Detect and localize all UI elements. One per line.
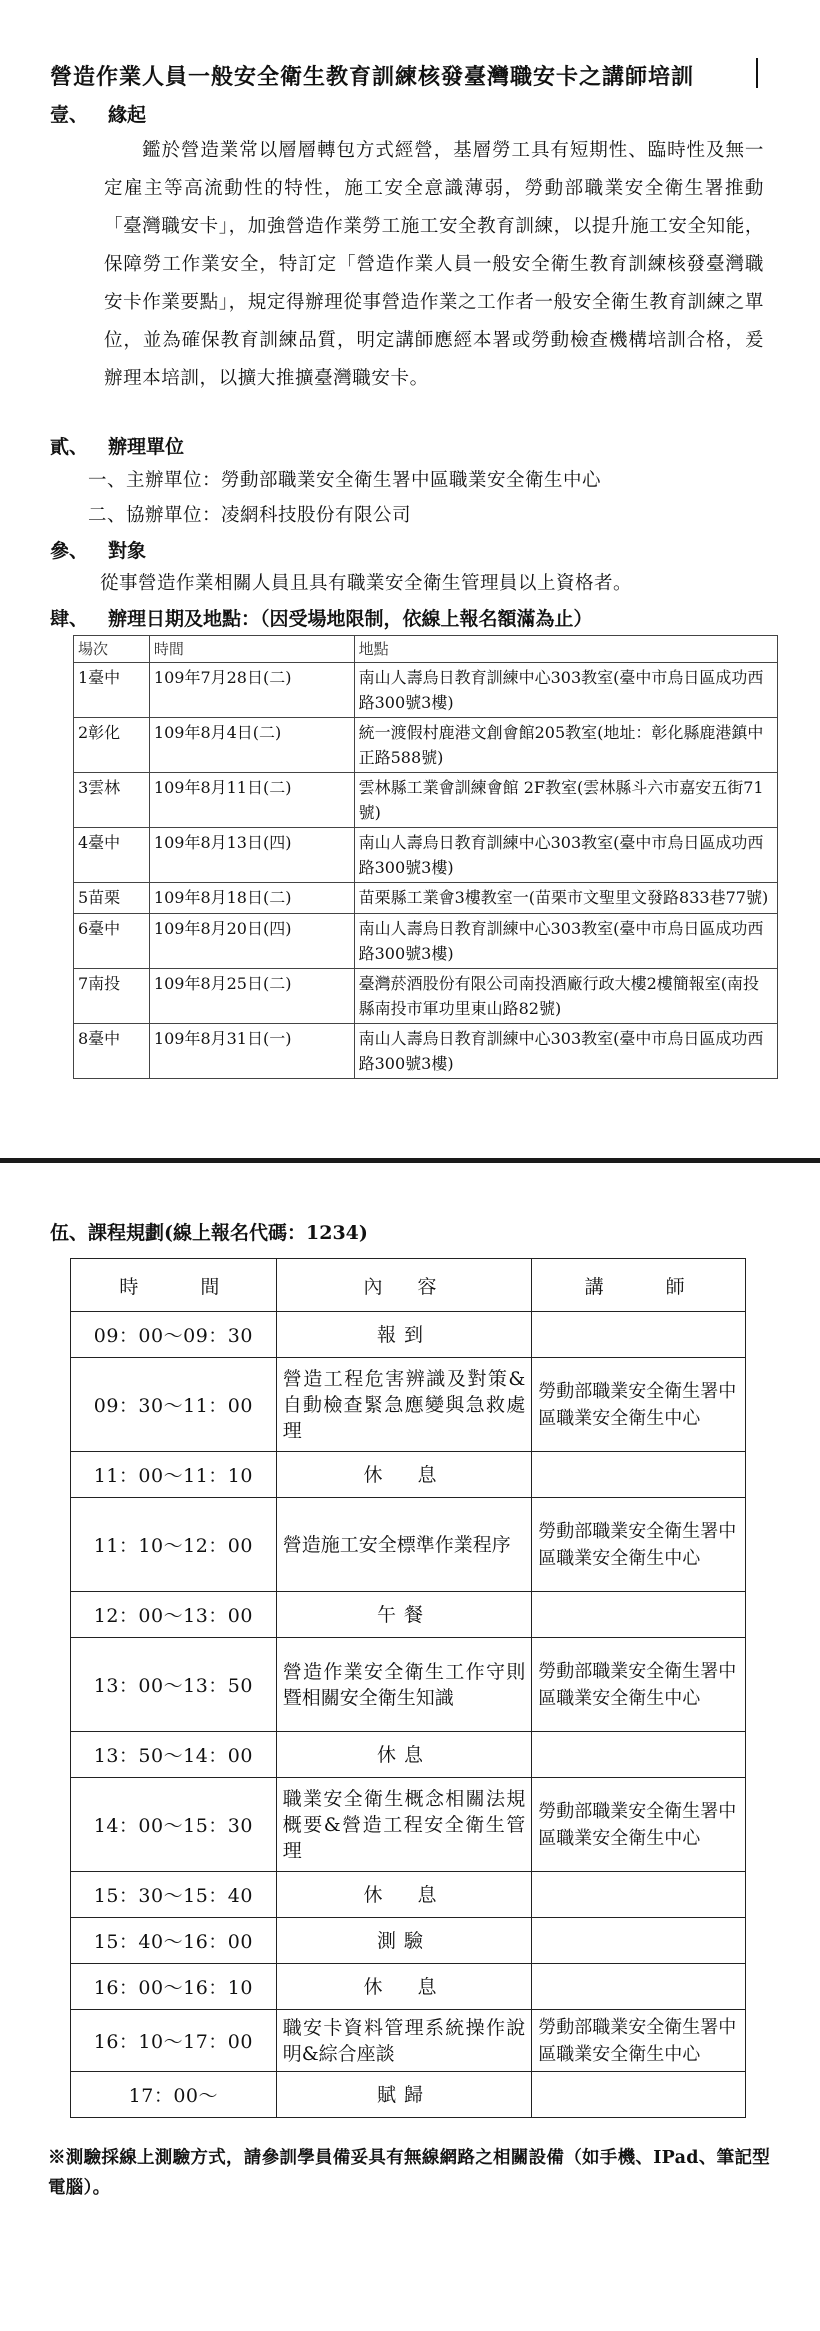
- section-4-title: 辦理日期及地點：（因受場地限制，依線上報名額滿為止）: [108, 608, 593, 630]
- course-lecturer-cell: 勞動部職業安全衛生署中區職業安全衛生中心: [532, 2010, 746, 2072]
- course-row: [71, 1732, 746, 1778]
- course-content-cell: 職安卡資料管理系統操作說明&綜合座談: [276, 2010, 532, 2072]
- header-time: 時 間: [71, 1259, 277, 1312]
- course-lecturer-cell: [532, 2072, 746, 2118]
- venue-session-cell: 2彰化: [74, 718, 150, 773]
- organizer-line: 一、主辦單位：勞動部職業安全衛生署中區職業安全衛生中心: [88, 470, 602, 491]
- course-time-cell: 13：50～14：00: [71, 1732, 277, 1778]
- venue-date-cell: 109年8月13日(四): [149, 828, 354, 883]
- section-3-number: 參、: [50, 540, 89, 562]
- venue-date-cell: 109年8月4日(二): [149, 718, 354, 773]
- venue-session-cell: 7南投: [74, 969, 150, 1024]
- course-content-cell: 營造作業安全衛生工作守則暨相關安全衛生知識: [276, 1638, 532, 1732]
- venue-table: [73, 635, 778, 1079]
- venue-row: [74, 914, 778, 969]
- section-1-heading: [50, 100, 146, 127]
- section-5-number: 伍、: [50, 1222, 89, 1244]
- course-lecturer-cell: [532, 1918, 746, 1964]
- course-lecturer-cell: [532, 1872, 746, 1918]
- course-content-cell: 休 息: [276, 1452, 532, 1498]
- course-lecturer-cell: [532, 1452, 746, 1498]
- course-table-header: [71, 1259, 746, 1312]
- section-1-number: 壹、: [50, 104, 89, 126]
- course-row: [71, 1358, 746, 1452]
- course-time-cell: 11：00～11：10: [71, 1452, 277, 1498]
- course-row: [71, 2072, 746, 2118]
- venue-row: [74, 663, 778, 718]
- section-5-title: 課程規劃(線上報名代碼：1234): [88, 1222, 368, 1244]
- course-row: [71, 1872, 746, 1918]
- header-content: 內 容: [276, 1259, 532, 1312]
- course-row: [71, 1964, 746, 2010]
- course-row: [71, 1918, 746, 1964]
- venue-place-cell: 南山人壽烏日教育訓練中心303教室(臺中市烏日區成功西路300號3樓): [354, 663, 777, 718]
- document-title: 營造作業人員一般安全衛生教育訓練核發臺灣職安卡之講師培訓: [50, 64, 695, 90]
- venue-row: [74, 828, 778, 883]
- text-cursor-line: [756, 58, 758, 88]
- course-lecturer-cell: [532, 1732, 746, 1778]
- header-session: 場次: [74, 636, 150, 663]
- course-lecturer-cell: [532, 1964, 746, 2010]
- section-3-title: 對象: [108, 540, 147, 562]
- course-time-cell: 13：00～13：50: [71, 1638, 277, 1732]
- venue-date-cell: 109年8月11日(二): [149, 773, 354, 828]
- course-row: [71, 1638, 746, 1732]
- venue-session-cell: 1臺中: [74, 663, 150, 718]
- course-table: [70, 1258, 746, 2118]
- course-content-cell: 測驗: [276, 1918, 532, 1964]
- course-time-cell: 15：40～16：00: [71, 1918, 277, 1964]
- course-time-cell: 11：10～12：00: [71, 1498, 277, 1592]
- venue-place-cell: 苗栗縣工業會3樓教室一(苗栗市文聖里文發路833巷77號): [354, 883, 777, 914]
- course-lecturer-cell: 勞動部職業安全衛生署中區職業安全衛生中心: [532, 1778, 746, 1872]
- course-time-cell: 15：30～15：40: [71, 1872, 277, 1918]
- venue-row: [74, 773, 778, 828]
- course-time-cell: 17：00～: [71, 2072, 277, 2118]
- footnote: ※測驗採線上測驗方式，請參訓學員備妥具有無線網路之相關設備（如手機、IPad、筆記型電腦）。: [48, 2148, 771, 2198]
- course-row: [71, 2010, 746, 2072]
- section-1-body: 鑑於營造業常以層層轉包方式經營，基層勞工具有短期性、臨時性及無一定雇主等高流動性的特性，施工安全意識薄弱，勞動部職業安全衛生署推動「臺灣職安卡」，加強營造作業勞工施工安全教育訓練，以提升施工安全知能，保障勞工作業安全，特訂定「營造作業人員一般安全衛生教育訓練核發臺灣職安卡作業要點」，規定得辦理從事營造作業之工作者一般安全衛生教育訓練之單位，並為確保教育訓練品質，明定講師應經本署或勞動檢查機構培訓合格，爰辦理本培訓，以擴大推擴臺灣職安卡。: [104, 140, 764, 389]
- section-1-title: 緣起: [108, 104, 147, 126]
- co-organizer-line: 二、協辦單位：凌網科技股份有限公司: [88, 505, 412, 526]
- course-content-cell: 報到: [276, 1312, 532, 1358]
- course-time-cell: 16：00～16：10: [71, 1964, 277, 2010]
- venue-row: [74, 969, 778, 1024]
- venue-place-cell: 南山人壽烏日教育訓練中心303教室(臺中市烏日區成功西路300號3樓): [354, 914, 777, 969]
- course-row: [71, 1778, 746, 1872]
- venue-session-cell: 4臺中: [74, 828, 150, 883]
- venue-place-cell: 南山人壽烏日教育訓練中心303教室(臺中市烏日區成功西路300號3樓): [354, 1024, 777, 1079]
- course-content-cell: 賦歸: [276, 2072, 532, 2118]
- venue-row: [74, 718, 778, 773]
- section-4-heading: [50, 604, 593, 631]
- header-place: 地點: [354, 636, 777, 663]
- section-3-body: 從事營造作業相關人員且具有職業安全衛生管理員以上資格者。: [100, 573, 633, 594]
- course-content-cell: 休 息: [276, 1964, 532, 2010]
- course-time-cell: 09：30～11：00: [71, 1358, 277, 1452]
- section-2-title: 辦理單位: [108, 436, 185, 458]
- venue-date-cell: 109年7月28日(二): [149, 663, 354, 718]
- venue-session-cell: 3雲林: [74, 773, 150, 828]
- venue-session-cell: 5苗栗: [74, 883, 150, 914]
- course-content-cell: 營造工程危害辨識及對策&自動檢查緊急應變與急救處理: [276, 1358, 532, 1452]
- venue-place-cell: 雲林縣工業會訓練會館 2F教室(雲林縣斗六市嘉安五街71號): [354, 773, 777, 828]
- course-content-cell: 職業安全衛生概念相關法規概要&營造工程安全衛生管理: [276, 1778, 532, 1872]
- venue-date-cell: 109年8月25日(二): [149, 969, 354, 1024]
- section-2-heading: [50, 432, 184, 459]
- course-row: [71, 1312, 746, 1358]
- course-time-cell: 09：00～09：30: [71, 1312, 277, 1358]
- page-1: [0, 0, 820, 1160]
- venue-place-cell: 臺灣菸酒股份有限公司南投酒廠行政大樓2樓簡報室(南投縣南投市軍功里東山路82號): [354, 969, 777, 1024]
- venue-place-cell: 統一渡假村鹿港文創會館205教室(地址：彰化縣鹿港鎮中正路588號): [354, 718, 777, 773]
- course-row: [71, 1452, 746, 1498]
- course-lecturer-cell: [532, 1312, 746, 1358]
- venue-row: [74, 883, 778, 914]
- course-content-cell: 營造施工安全標準作業程序: [276, 1498, 532, 1592]
- course-lecturer-cell: 勞動部職業安全衛生署中區職業安全衛生中心: [532, 1498, 746, 1592]
- header-date: 時間: [149, 636, 354, 663]
- course-lecturer-cell: 勞動部職業安全衛生署中區職業安全衛生中心: [532, 1358, 746, 1452]
- venue-date-cell: 109年8月31日(一): [149, 1024, 354, 1079]
- venue-date-cell: 109年8月18日(二): [149, 883, 354, 914]
- venue-session-cell: 6臺中: [74, 914, 150, 969]
- course-time-cell: 16：10～17：00: [71, 2010, 277, 2072]
- course-content-cell: 休息: [276, 1732, 532, 1778]
- course-lecturer-cell: 勞動部職業安全衛生署中區職業安全衛生中心: [532, 1638, 746, 1732]
- course-lecturer-cell: [532, 1592, 746, 1638]
- course-row: [71, 1498, 746, 1592]
- section-2-number: 貳、: [50, 436, 89, 458]
- venue-row: [74, 1024, 778, 1079]
- section-4-number: 肆、: [50, 608, 89, 630]
- course-content-cell: 休 息: [276, 1872, 532, 1918]
- course-content-cell: 午餐: [276, 1592, 532, 1638]
- section-5-heading: [50, 1218, 368, 1245]
- course-row: [71, 1592, 746, 1638]
- venue-place-cell: 南山人壽烏日教育訓練中心303教室(臺中市烏日區成功西路300號3樓): [354, 828, 777, 883]
- venue-table-header: [74, 636, 778, 663]
- page-divider: [0, 1158, 820, 1163]
- venue-date-cell: 109年8月20日(四): [149, 914, 354, 969]
- section-3-heading: [50, 536, 146, 563]
- course-time-cell: 12：00～13：00: [71, 1592, 277, 1638]
- course-time-cell: 14：00～15：30: [71, 1778, 277, 1872]
- venue-session-cell: 8臺中: [74, 1024, 150, 1079]
- header-lecturer: 講 師: [532, 1259, 746, 1312]
